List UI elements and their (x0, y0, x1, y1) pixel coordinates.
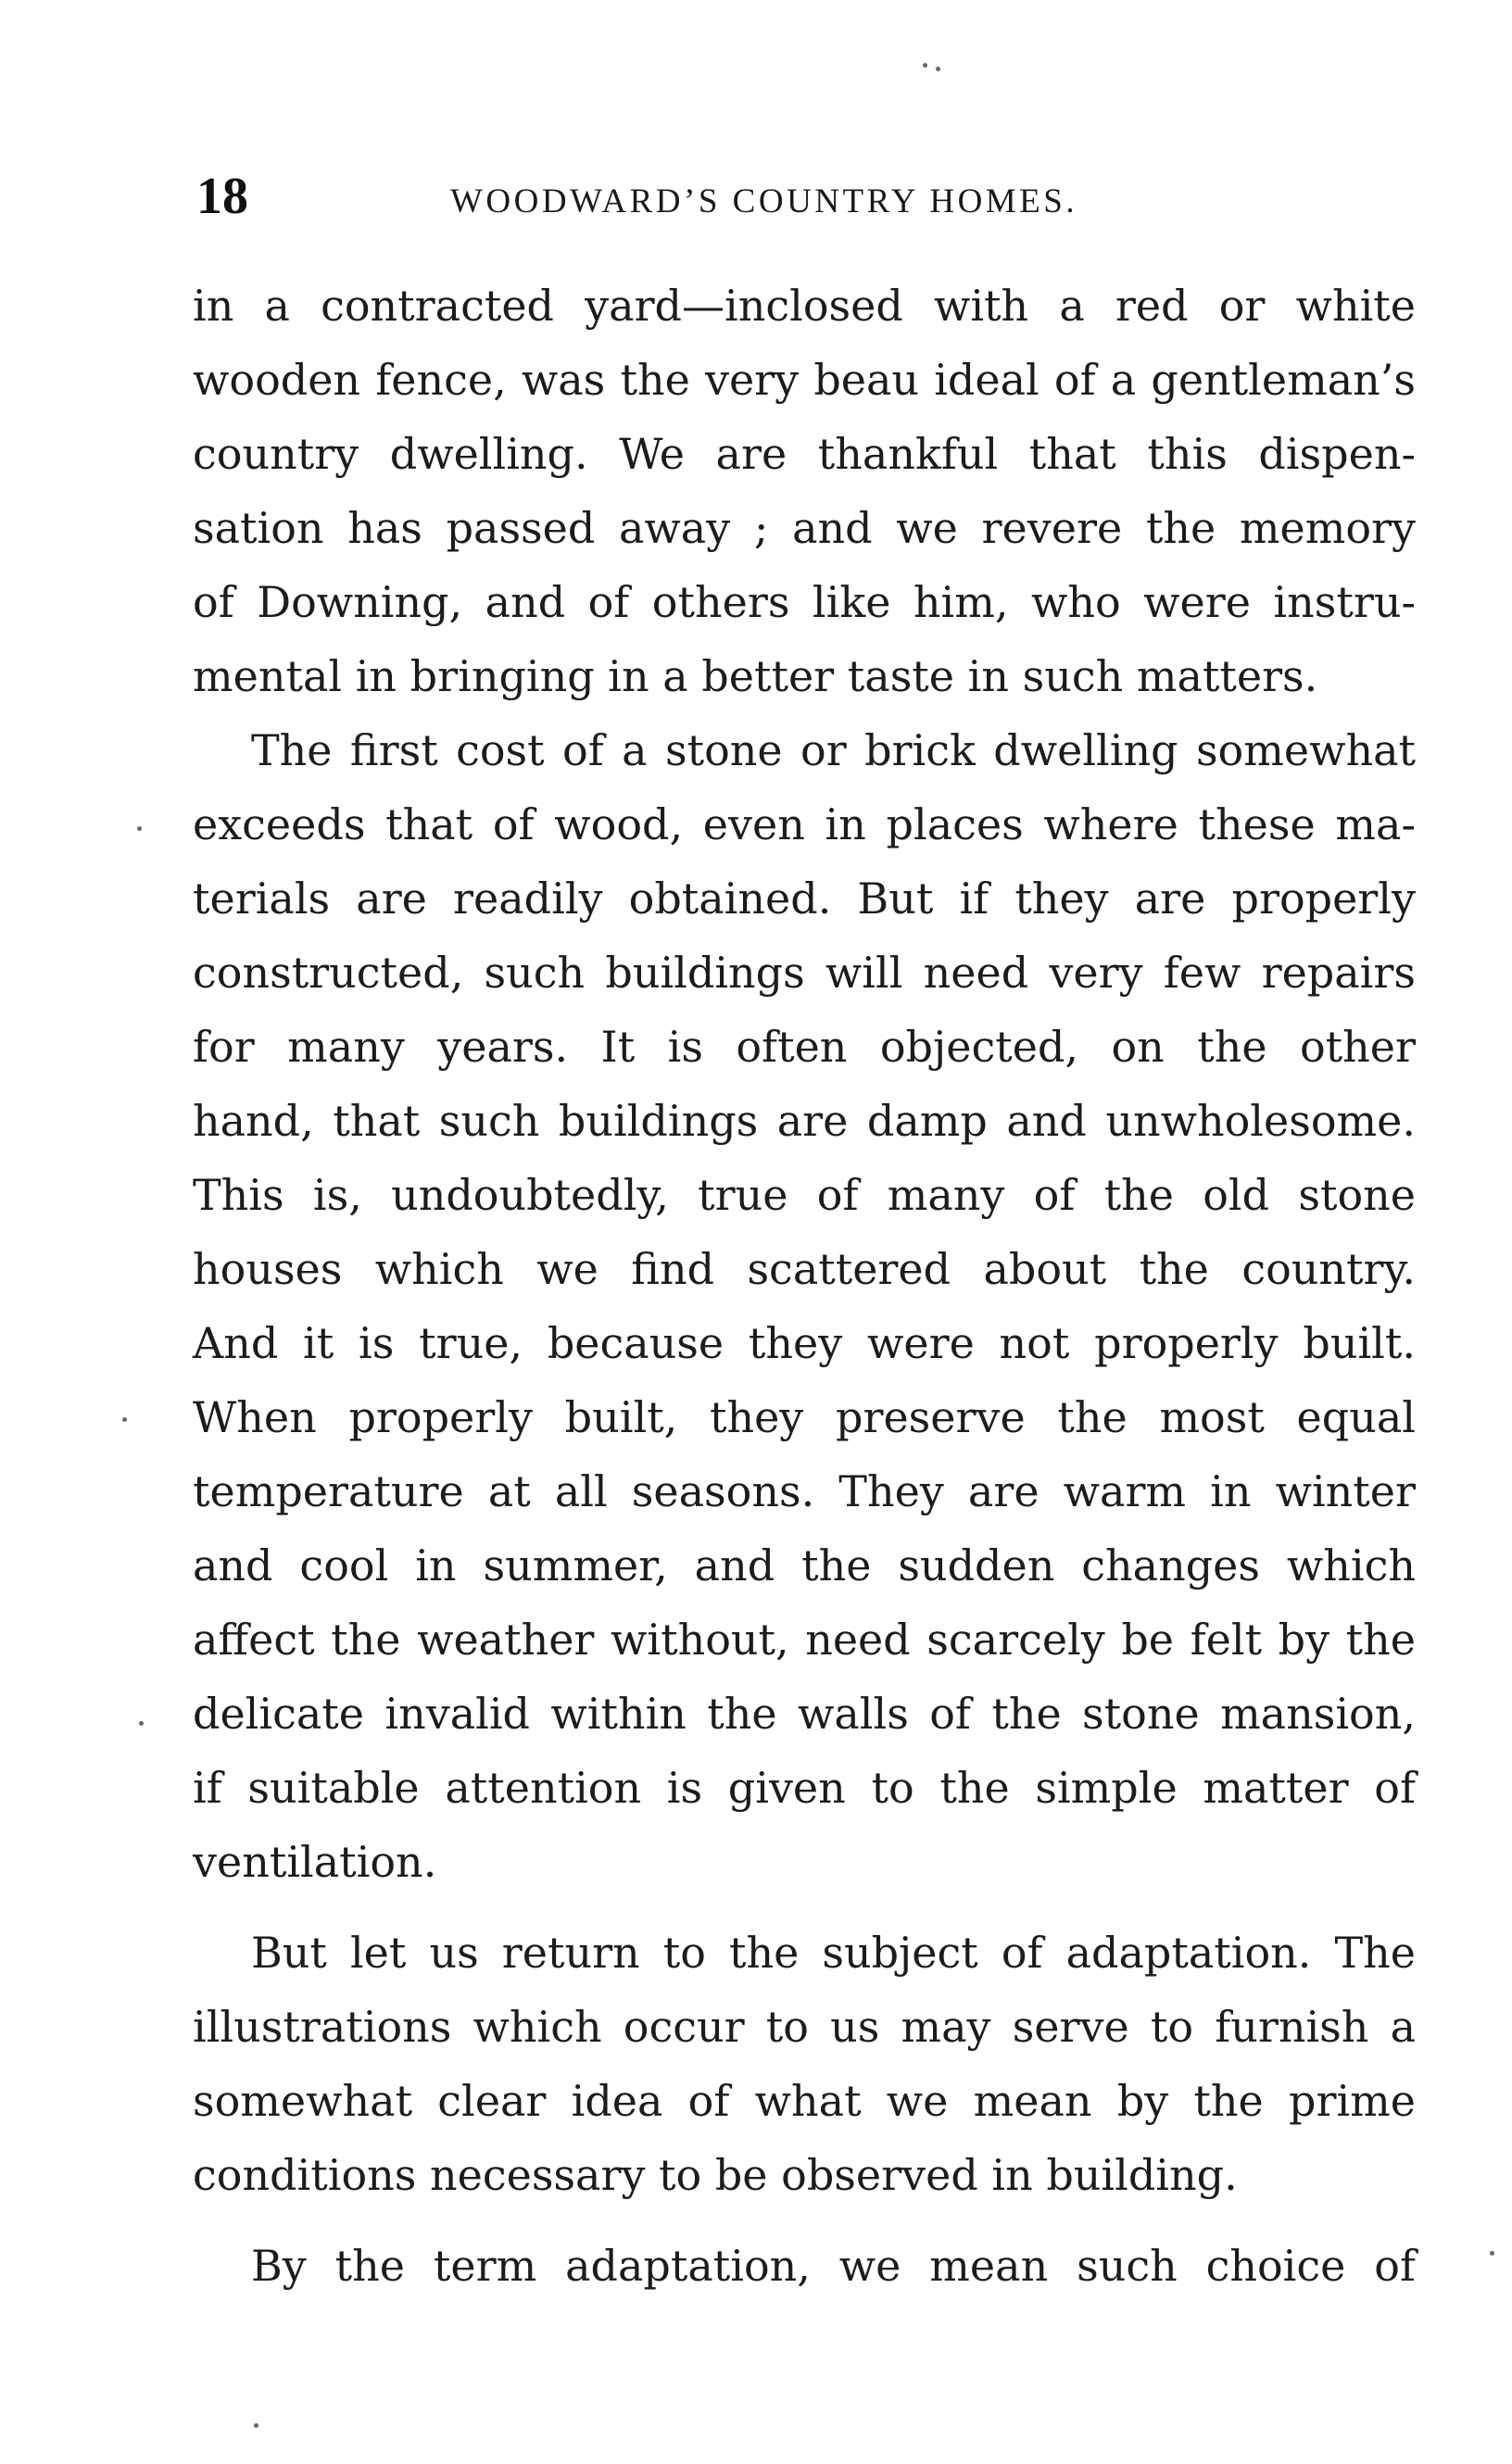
text-line: By the term adaptation, we mean such choice of (251, 2241, 1416, 2291)
scan-speck (923, 63, 927, 68)
text-line: sation has passed away ; and we revere the memory (193, 503, 1416, 553)
paragraph-1 (193, 269, 1416, 713)
text-line: The first cost of a stone or brick dwelling somewhat (251, 725, 1416, 775)
scan-speck (122, 1417, 127, 1422)
scan-speck (139, 1721, 144, 1726)
text-line: But let us return to the subject of adaptation. The (251, 1928, 1416, 1978)
body-text (193, 269, 1416, 2303)
text-line: exceeds that of wood, even in places where these ma- (193, 799, 1416, 849)
text-line: terials are readily obtained. But if they are properly (193, 874, 1416, 924)
text-line: conditions necessary to be observed in building. (193, 2150, 1238, 2200)
scan-speck (254, 2423, 258, 2428)
paragraph-3 (193, 1916, 1416, 2212)
text-line: constructed, such buildings will need very few repairs (193, 948, 1416, 998)
text-line: wooden fence, was the very beau ideal of a gentleman’s (193, 355, 1416, 405)
text-line: if suitable attention is given to the simple matter of (193, 1763, 1416, 1813)
text-line: in a contracted yard—inclosed with a red or white (193, 281, 1416, 331)
paragraph-4 (193, 2229, 1416, 2303)
text-line: for many years. It is often objected, on the other (193, 1022, 1416, 1072)
text-line: somewhat clear idea of what we mean by the prime (193, 2076, 1416, 2126)
text-line: country dwelling. We are thankful that this dispen- (193, 429, 1416, 479)
scan-speck (137, 826, 142, 831)
text-line: mental in bringing in a better taste in such matters. (193, 651, 1318, 701)
text-line: hand, that such buildings are damp and unwholesome. (193, 1096, 1416, 1146)
text-line: houses which we find scattered about the country. (193, 1244, 1416, 1294)
text-line: temperature at all seasons. They are warm in winter (193, 1466, 1416, 1516)
page-number: 18 (196, 168, 248, 225)
text-line: And it is true, because they were not properly built. (193, 1318, 1416, 1368)
text-line: affect the weather without, need scarcely be felt by the (193, 1615, 1416, 1665)
scan-speck (936, 67, 940, 71)
text-line: ventilation. (193, 1837, 437, 1887)
text-line: illustrations which occur to us may serve to furnish a (193, 2002, 1416, 2052)
text-line: delicate invalid within the walls of the stone mansion, (193, 1689, 1416, 1739)
text-line: When properly built, they preserve the most equal (193, 1392, 1416, 1442)
scan-speck (1490, 2251, 1494, 2256)
text-line: and cool in summer, and the sudden changes which (193, 1540, 1416, 1590)
running-head: WOODWARD’S COUNTRY HOMES. (450, 182, 1078, 220)
text-line: of Downing, and of others like him, who were instru- (193, 577, 1416, 627)
text-line: This is, undoubtedly, true of many of the old stone (193, 1170, 1416, 1220)
paragraph-2 (193, 713, 1416, 1899)
page-header (191, 163, 1414, 237)
